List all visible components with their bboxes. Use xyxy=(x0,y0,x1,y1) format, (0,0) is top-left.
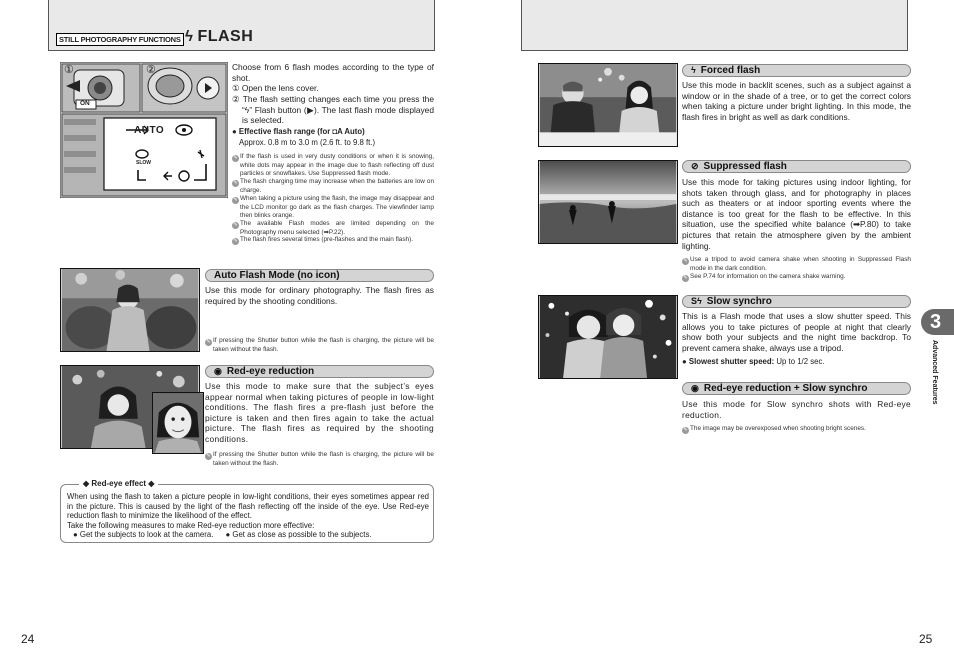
chapter-label: Advanced Features xyxy=(931,340,938,405)
note-item: ✎ If the flash is used in very dusty conditions or when it is snowing, white dots may appear in the image due to flash reflecting off dust particles or snowflakes. Use Suppressed flash mode. xyxy=(233,153,434,177)
note-icon: ✎ xyxy=(233,221,238,228)
page-title xyxy=(185,28,253,46)
diagram-num-2: ② xyxy=(146,64,156,76)
note-icon: ✎ xyxy=(206,339,211,345)
note-item: ✎ When taking a picture using the flash, the image may disappear and the LCD monitor go dark as the flash charges. The viewfinder lamp then blinks orange. xyxy=(233,194,434,219)
note-icon: ✎ xyxy=(233,238,238,245)
diagram-on-label: ON xyxy=(80,100,90,107)
page-number-right: 25 xyxy=(919,632,933,646)
suppressed-flash-text: Use this mode for taking pictures using indoor lighting, for shots taken through glass, and for photography in places such as theaters or at indoor sporting events where the distance is too great for the flash to be effective. In this situation, use the specified white balance (➡P.80) to take pictures that retain the atmosphere given by the ambient lighting. xyxy=(682,177,911,251)
red-eye-effect-bullet-2: ● Get as close as possible to the subjects. xyxy=(225,530,372,539)
effective-range-value: Approx. 0.8 m to 3.0 m (2.6 ft. to 9.8 ft.) xyxy=(239,138,376,147)
red-eye-slow-header xyxy=(682,382,911,395)
chapter-tab: 3 xyxy=(921,309,954,335)
flash-icon: ϟ xyxy=(185,28,194,45)
auto-flash-text: Use this mode for ordinary photography. The flash fires as required by the shooting conditions. xyxy=(205,285,434,306)
note-item: ✎ The flash charging time may increase when the batteries are low on charge. xyxy=(233,177,434,194)
red-eye-icon: ◉ xyxy=(691,383,699,393)
note-item: ✎ The flash fires several times (pre-flashes and the main flash). xyxy=(233,236,413,245)
forced-flash-photo xyxy=(538,63,678,147)
slow-synchro-title: Slow synchro xyxy=(706,296,772,307)
right-header-band xyxy=(521,0,908,51)
slowest-shutter-label: ● Slowest shutter speed: xyxy=(682,357,775,366)
auto-flash-title: Auto Flash Mode (no icon) xyxy=(214,270,340,281)
slowest-shutter-speed xyxy=(682,357,911,368)
diagram-num-1: ① xyxy=(64,64,74,76)
auto-flash-header xyxy=(205,269,434,282)
red-eye-effect-box xyxy=(60,479,434,543)
diagram-slow-label: SLOW xyxy=(136,160,151,166)
section-tag: STILL PHOTOGRAPHY FUNCTIONS xyxy=(56,33,184,46)
page-title-text: FLASH xyxy=(197,28,254,45)
suppressed-flash-header xyxy=(682,160,911,173)
red-eye-slow-note: ✎ The image may be overexposed when shooting bright scenes. xyxy=(683,425,866,433)
note-icon: ✎ xyxy=(206,453,211,459)
red-eye-effect-title: ◆ Red-eye effect ◆ xyxy=(79,479,158,488)
red-eye-effect-bullet-1: ● Get the subjects to look at the camera. xyxy=(73,530,214,539)
note-icon: ✎ xyxy=(683,427,688,433)
flash-icon: ϟ xyxy=(691,65,696,75)
forced-flash-text: Use this mode in backlit scenes, such as a subject against a window or in the shade of a tree, or to get the correct colors when taking a picture under bright lighting. In this mode, the flash fires in bright as well as dark conditions. xyxy=(682,80,911,122)
note-icon: ✎ xyxy=(683,258,688,264)
suppressed-flash-title: Suppressed flash xyxy=(703,161,787,172)
intro-text: Choose from 6 flash modes according to the type of shot. xyxy=(232,62,434,83)
red-eye-note: ✎ If pressing the Shutter button while the flash is charging, the picture will be taken without the flash. xyxy=(206,451,434,467)
red-eye-text: Use this mode to make sure that the subject’s eyes appear normal when taking pictures of people in low-light conditions. The flash fires a pre-flash just before the picture is taken and then fires again to take the actual picture. The flash fires as required by the shooting conditions. xyxy=(205,381,434,444)
note-item: ✎ The available Flash modes are limited depending on the Photography menu selected (➡P.22). xyxy=(233,219,434,236)
step-2: ② The flash setting changes each time you press the “ϟ” Flash button (▶). The last flash mode displayed is selected. xyxy=(232,94,434,126)
red-eye-title: Red-eye reduction xyxy=(226,366,315,377)
note-icon: ✎ xyxy=(233,155,238,161)
forced-flash-header xyxy=(682,64,911,77)
note-icon: ✎ xyxy=(683,274,688,281)
red-eye-effect-text: When using the flash to taken a picture people in low-light conditions, their eyes sometimes appear red in the picture. This is caused by the light of the flash reflecting off the inside of the eye. Use Red-eye reduction flash to minimize the likelihood of the effect. Take the following measures to make Red-eye reduction more effective: ● Get the subjects to look at the camera. ● Get as close as possible to the subjects. xyxy=(67,492,429,539)
page-number-left: 24 xyxy=(21,632,35,646)
slow-synchro-photo xyxy=(538,295,678,379)
diagram-auto-label: AUTO xyxy=(134,125,165,136)
suppressed-flash-notes: ✎ Use a tripod to avoid camera shake when shooting in Suppressed Flash mode in the dark condition. ✎ See P.74 for information on the camera shake warning. xyxy=(683,256,911,281)
slow-synchro-text: This is a Flash mode that uses a slow shutter speed. This allows you to take pictures of people at night that clearly show both your subjects and the night time backdrop. To prevent camera shake, always use a tripod. xyxy=(682,311,911,353)
note-icon: ✎ xyxy=(233,179,238,186)
auto-flash-note: ✎ If pressing the Shutter button while the flash is charging, the picture will be taken without the flash. xyxy=(206,337,434,353)
flash-notes xyxy=(232,153,434,245)
red-eye-inset-photo xyxy=(152,392,204,454)
red-eye-slow-text: Use this mode for Slow synchro shots with Red-eye reduction. xyxy=(682,399,911,420)
step-1: ① Open the lens cover. xyxy=(232,83,319,93)
flash-off-icon: ⊘ xyxy=(691,161,699,171)
forced-flash-title: Forced flash xyxy=(700,65,761,76)
red-eye-header xyxy=(205,365,434,378)
red-eye-slow-title: Red-eye reduction + Slow synchro xyxy=(703,383,868,394)
red-eye-icon: ◉ xyxy=(214,366,222,376)
slowest-shutter-value: Up to 1/2 sec. xyxy=(776,357,825,366)
note-icon: ✎ xyxy=(233,196,238,203)
slow-synchro-icon: Sϟ xyxy=(691,296,702,306)
slow-synchro-header xyxy=(682,295,911,308)
effective-range-label: ● Effective flash range (for ◘A Auto) xyxy=(232,127,365,136)
suppressed-flash-photo xyxy=(538,160,678,244)
auto-flash-photo xyxy=(60,268,200,352)
